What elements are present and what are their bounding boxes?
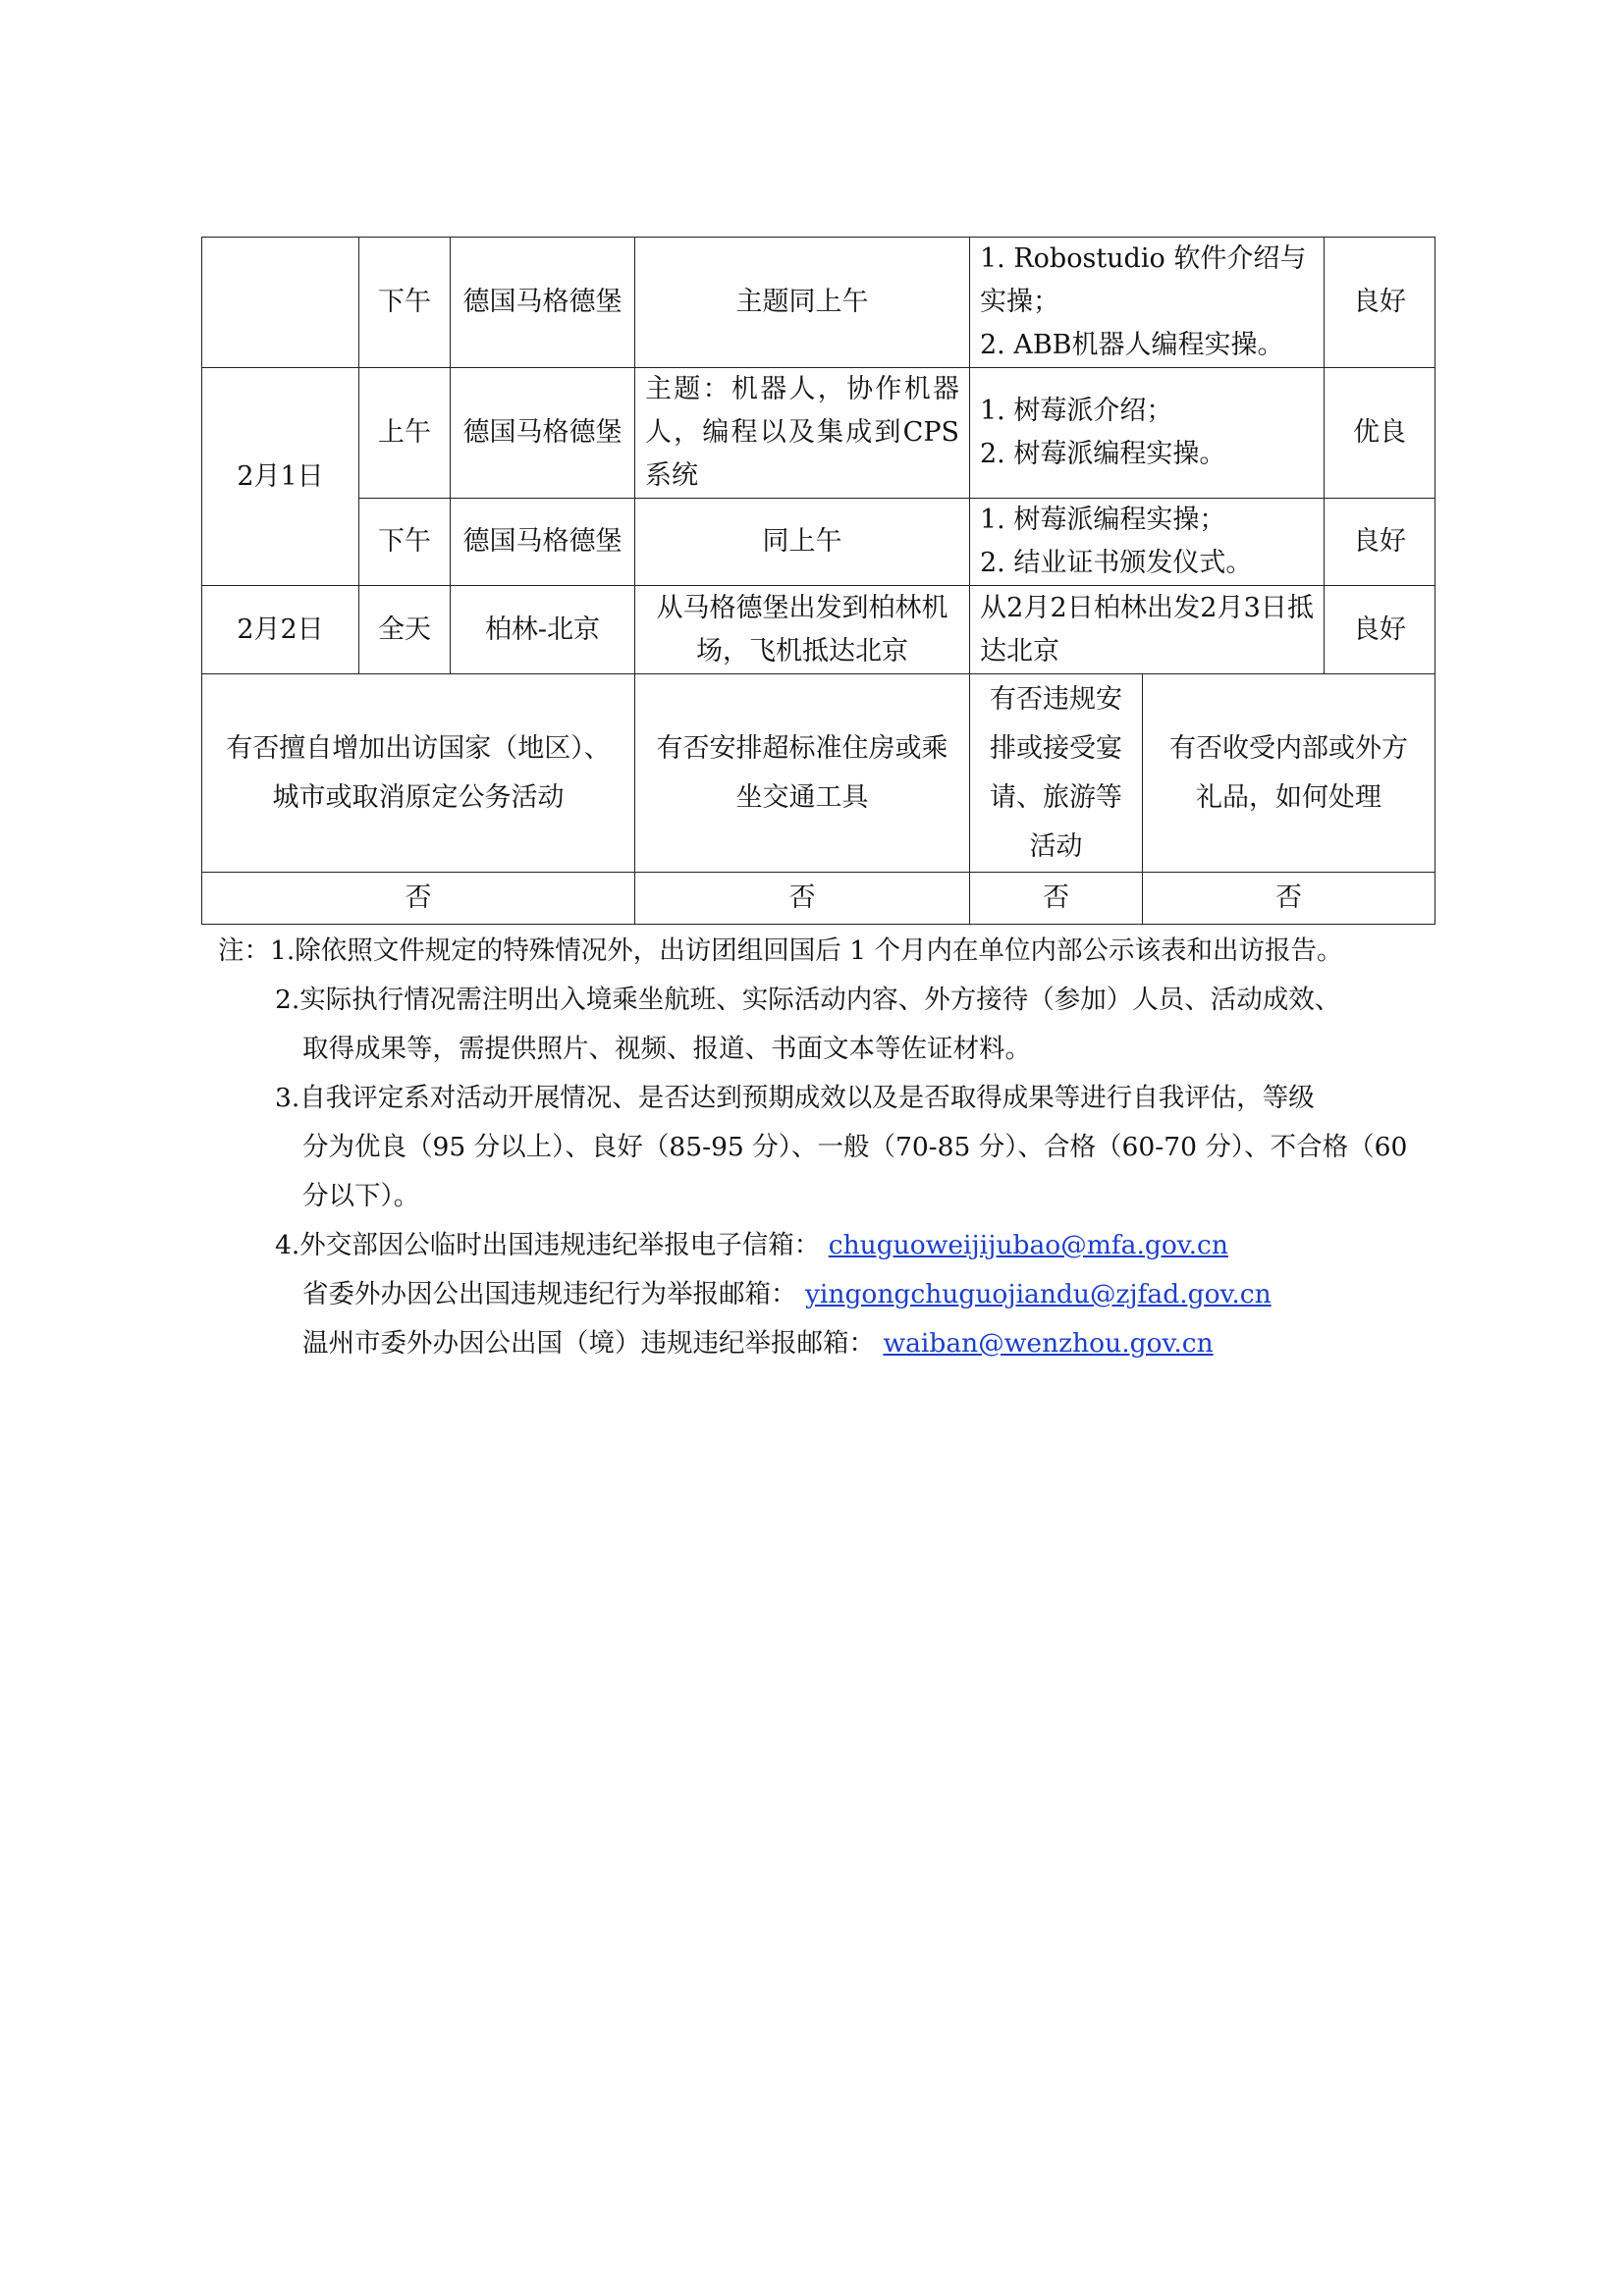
note-2-line-2: 取得成果等，需提供照片、视频、报道、书面文本等佐证材料。 [302,1034,1031,1064]
period-cell: 下午 [359,499,451,586]
answer-cell: 否 [635,873,970,925]
note-4-label: 4.外交部因公临时出国违规违纪举报电子信箱： [275,1230,821,1260]
content-line: 1. 树莓派编程实操； [980,505,1226,535]
question-cell: 有否安排超标准住房或乘坐交通工具 [635,674,970,873]
date-cell [202,238,359,368]
question-cell: 有否违规安排或接受宴请、旅游等活动 [970,674,1143,873]
question-cell: 有否收受内部或外方礼品，如何处理 [1143,674,1435,873]
location-cell: 柏林-北京 [451,586,635,674]
content-cell: 从2月2日柏林出发2月3日抵达北京 [970,586,1325,674]
topic-cell: 主题：机器人，协作机器人，编程以及集成到CPS系统 [635,368,970,499]
note-2-line-1: 2.实际执行情况需注明出入境乘坐航班、实际活动内容、外方接待（参加）人员、活动成效、 [275,985,1341,1015]
topic-cell: 主题同上午 [635,238,970,368]
content-line: 2. ABB机器人编程实操。 [980,330,1284,360]
table-row [202,238,1435,368]
note-1: 注：1.除依照文件规定的特殊情况外，出访团组回国后 1 个月内在单位内部公示该表和出访报告。 [218,935,1343,966]
note-3-line-3: 分以下）。 [302,1181,420,1211]
period-cell: 全天 [359,586,451,674]
notes-section [218,927,1440,1368]
rating-cell: 良好 [1325,586,1435,674]
table-row [202,499,1435,586]
rating-cell: 良好 [1325,499,1435,586]
note-3-line-2: 分为优良（95 分以上）、良好（85-95 分）、一般（70-85 分）、合格（60-70 分）、不合格（60 [302,1132,1408,1162]
mfa-email-link[interactable]: chuguoweijijubao@mfa.gov.cn [828,1230,1228,1260]
table-row [202,586,1435,674]
note-5-label: 省委外办因公出国违规违纪行为举报邮箱： [302,1279,797,1309]
location-cell: 德国马格德堡 [451,368,635,499]
content-line: 2. 树莓派编程实操。 [980,439,1226,469]
note-3-line-1: 3.自我评定系对活动开展情况、是否达到预期成效以及是否取得成果等进行自我评估，等级 [275,1083,1315,1113]
schedule-table [201,237,1435,925]
date-cell: 2月2日 [202,586,359,674]
answer-cell: 否 [1143,873,1435,925]
location-cell: 德国马格德堡 [451,499,635,586]
content-line: 1. Robostudio 软件介绍与实操； [980,243,1307,317]
period-cell: 下午 [359,238,451,368]
content-cell [970,499,1325,586]
answer-row [202,873,1435,925]
rating-cell: 良好 [1325,238,1435,368]
content-cell [970,238,1325,368]
topic-cell: 从马格德堡出发到柏林机场，飞机抵达北京 [635,586,970,674]
note-6-label: 温州市委外办因公出国（境）违规违纪举报邮箱： [302,1328,875,1359]
question-cell: 有否擅自增加出访国家（地区）、城市或取消原定公务活动 [202,674,635,873]
answer-cell: 否 [202,873,635,925]
note-4 [218,1221,1440,1270]
question-row [202,674,1435,873]
answer-cell: 否 [970,873,1143,925]
rating-cell: 优良 [1325,368,1435,499]
zjfad-email-link[interactable]: yingongchuguojiandu@zjfad.gov.cn [804,1279,1272,1309]
location-cell: 德国马格德堡 [451,238,635,368]
table-row [202,368,1435,499]
note-6 [218,1319,1440,1368]
topic-cell: 同上午 [635,499,970,586]
period-cell: 上午 [359,368,451,499]
date-cell: 2月1日 [202,368,359,586]
note-5 [218,1270,1440,1319]
content-line: 1. 树莓派介绍； [980,396,1173,426]
content-cell [970,368,1325,499]
wenzhou-email-link[interactable]: waiban@wenzhou.gov.cn [883,1328,1214,1359]
content-line: 2. 结业证书颁发仪式。 [980,548,1253,578]
